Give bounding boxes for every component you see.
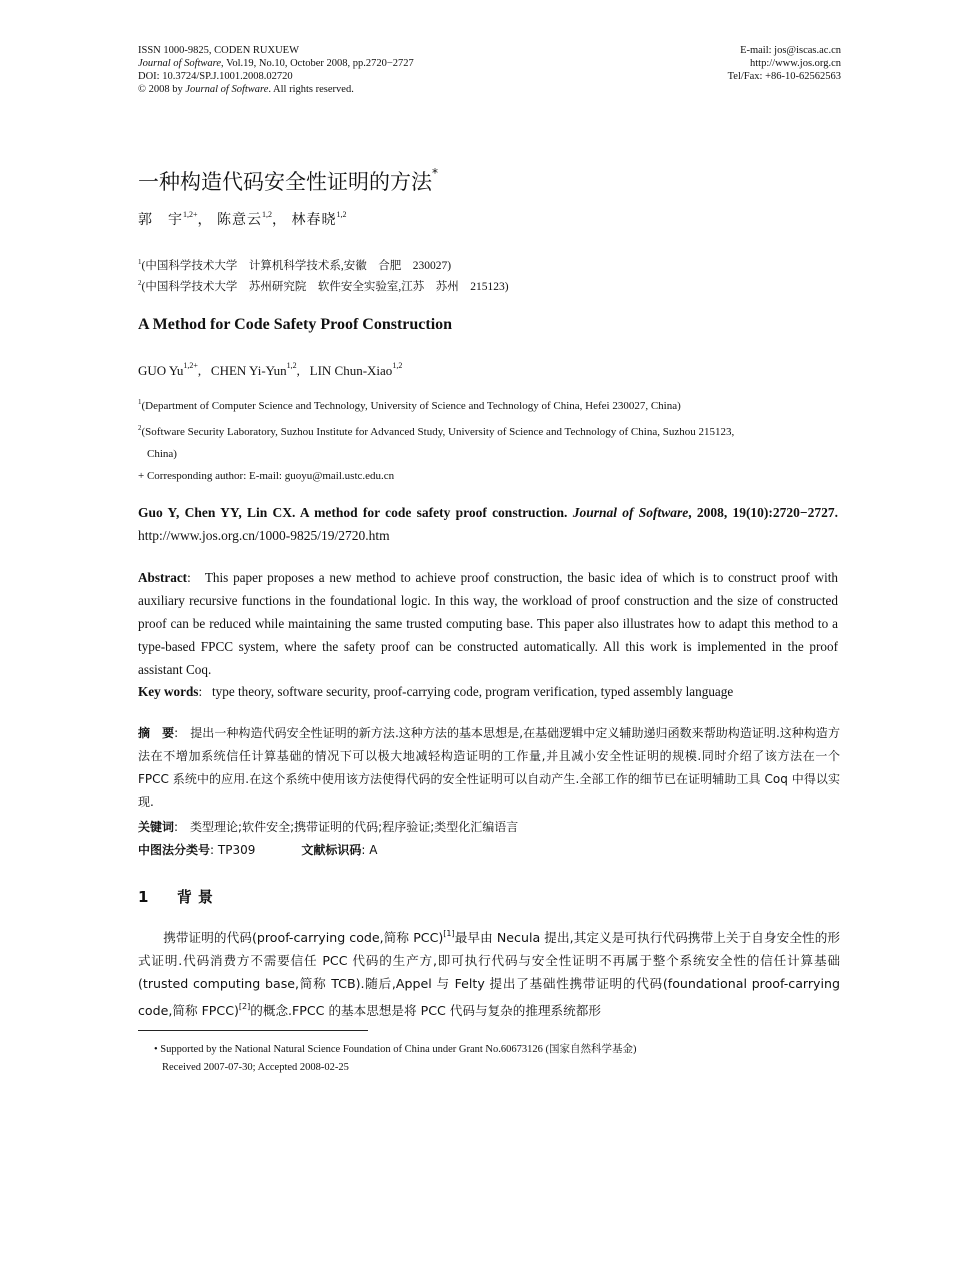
title-chinese-text: 一种构造代码安全性证明的方法: [138, 170, 432, 194]
abstract-english: [138, 566, 838, 681]
affiliation-cn-1: [138, 254, 451, 274]
author-cn-sep: ，: [272, 213, 288, 228]
classification-line: [138, 839, 377, 861]
doc-code-value: : A: [361, 843, 378, 857]
author-en-sup: 1,2: [392, 361, 403, 370]
body-text: 携带证明的代码(proof-carrying code,简称 PCC): [163, 930, 444, 945]
abstract-chinese: [138, 722, 840, 814]
author-en-name: LIN Chun-Xiao: [309, 363, 393, 378]
author-cn-sup: 1,2+: [183, 210, 198, 219]
section-number: 1: [138, 888, 155, 906]
reference-mark: [2]: [238, 1002, 251, 1011]
author-cn-name: 陈意云: [217, 213, 263, 228]
author-cn-sup: 1,2: [336, 210, 347, 219]
author-en-sup: 1,2+: [183, 361, 198, 370]
abstract-cn-label: 摘 要: [138, 726, 175, 740]
affiliation-cn-2: [138, 275, 509, 295]
author-en-name: GUO Yu: [138, 363, 184, 378]
title-chinese: [138, 158, 438, 197]
body-paragraph: [138, 922, 840, 1022]
author-cn-name: 林春晓: [291, 213, 337, 228]
keywords-cn-text: : 类型理论;软件安全;携带证明的代码;程序验证;类型化汇编语言: [174, 820, 519, 834]
doc-code-label: 文献标识码: [301, 843, 362, 857]
affiliation-cn-sup: 1: [138, 258, 142, 266]
journal-header-right: [728, 44, 841, 83]
keywords-text: : type theory, software security, proof-carrying code, program verification, typed assembly language: [198, 684, 734, 699]
abstract-text: : This paper proposes a new method to achieve proof construction, the basic idea of which is to construct proof with auxiliary recursive functions in the foundational logic. In this way, the workload of proof construction and the size of constructed proof can be reduced while maintaining the same trusted computing base. This paper also illustrates how to adapt this method to a type-based FPCC system, where the safety proof can be constructed automatically. All this work is implemented in the proof assistant Coq.: [138, 570, 838, 677]
received-footnote: Received 2007-07-30; Accepted 2008-02-25: [162, 1062, 349, 1073]
affiliation-en-text: (Software Security Laboratory, Suzhou Institute for Advanced Study, University of Science and Technology of China, Suzhou 215123,: [141, 426, 735, 438]
section-title: 背景: [176, 888, 219, 906]
body-text: 的概念.FPCC 的基本思想是将 PCC 代码与复杂的推理系统都形: [250, 1003, 601, 1018]
citation: [138, 501, 838, 547]
body-text: 最早由 Necula 提出,其定义是可执行代码携带上关于自身安全性的形式证明.代码消费方不需要信任 PCC 代码的生产方,即可执行代码与安全性证明不再属于整个系统安全性的信任计算基础(trusted computing base,简称 TCB).随后,Appel 与 Felty 提出了基础性携带证明的代码(foundational proof-carrying code,简称 FPCC): [138, 930, 840, 1018]
abstract-label: Abstract: [138, 570, 188, 585]
copyright-prefix: © 2008 by: [138, 84, 186, 95]
journal-header-left: [138, 44, 414, 96]
keywords-english: [138, 680, 838, 703]
affiliations-english: [138, 391, 838, 487]
author-cn-sep: ，: [197, 213, 213, 228]
issn-line: ISSN 1000-9825, CODEN RUXUEW: [138, 45, 299, 56]
journal-volume: , Vol.19, No.10, October 2008, pp.2720−2727: [221, 58, 414, 69]
journal-line: [138, 57, 414, 70]
doi-line: DOI: 10.3724/SP.J.1001.2008.02720: [138, 71, 293, 82]
citation-volume: , 2008, 19(10):2720−2727.: [688, 505, 838, 520]
journal-url: http://www.jos.org.cn: [750, 58, 841, 69]
copyright-journal: Journal of Software: [185, 84, 269, 95]
title-english: A Method for Code Safety Proof Construction: [138, 316, 453, 333]
section-heading: [138, 886, 219, 908]
clc-label: 中图法分类号: [138, 843, 211, 857]
keywords-chinese: [138, 816, 518, 838]
footnote-divider: [138, 1030, 368, 1031]
affiliation-cn-text: (中国科学技术大学 计算机科学技术系,安徽 合肥 230027): [141, 260, 452, 272]
clc-value: : TP309: [210, 843, 256, 857]
copyright-line: [138, 83, 414, 96]
corresponding-author: + Corresponding author: E-mail: guoyu@mail.ustc.edu.cn: [138, 470, 395, 482]
affiliation-cn-sup: 2: [138, 279, 142, 287]
keywords-label: Key words: [138, 684, 199, 699]
author-en-sup: 1,2: [286, 361, 297, 370]
funding-footnote: • Supported by the National Natural Science Foundation of China under Grant No.60673126 (国家自然科学基金): [154, 1044, 637, 1055]
affiliation-en-2-cont: China): [147, 448, 177, 460]
reference-mark: [1]: [443, 929, 455, 938]
citation-url: http://www.jos.org.cn/1000-9825/19/2720.htm: [138, 528, 390, 543]
author-cn-name: 郭 宇: [138, 213, 183, 228]
citation-authors-title: Guo Y, Chen YY, Lin CX. A method for code safety proof construction.: [138, 505, 573, 520]
title-footnote-mark: *: [432, 166, 438, 180]
affiliation-en-2: [138, 417, 838, 443]
author-en-name: CHEN Yi-Yun: [210, 363, 287, 378]
citation-journal: Journal of Software: [572, 505, 689, 520]
affiliation-cn-text: (中国科学技术大学 苏州研究院 软件安全实验室,江苏 苏州 215123): [141, 281, 509, 293]
journal-name: Journal of Software: [138, 58, 222, 69]
author-en-sep: ,: [296, 363, 310, 378]
affiliation-en-text: (Department of Computer Science and Technology, University of Science and Technology of China, Hefei 230027, China): [141, 400, 681, 412]
journal-email: E-mail: jos@iscas.ac.cn: [740, 45, 841, 56]
journal-tel: Tel/Fax: +86-10-62562563: [727, 71, 841, 82]
affiliation-en-sup: 1: [138, 398, 142, 406]
keywords-cn-label: 关键词: [138, 820, 175, 834]
authors-english: [138, 357, 402, 380]
author-cn-sup: 1,2: [262, 210, 273, 219]
affiliation-en-sup: 2: [138, 424, 142, 432]
affiliation-en-1: [138, 391, 838, 417]
authors-chinese: [138, 205, 347, 231]
author-en-sep: ,: [197, 363, 211, 378]
copyright-suffix: . All rights reserved.: [268, 84, 354, 95]
abstract-cn-text: : 提出一种构造代码安全性证明的新方法.这种方法的基本思想是,在基础逻辑中定义辅助递归函数来帮助构造证明.这种构造方法在不增加系统信任计算基础的情况下可以极大地减轻构造证明的工作量,并且减小安全性证明的规模.同时介绍了该方法在一个 FPCC 系统中的应用.在这个系统中使用该方法使得代码的安全性证明可以自动产生.全部工作的细节已在证明辅助工具 Coq 中得以实现.: [138, 726, 840, 809]
